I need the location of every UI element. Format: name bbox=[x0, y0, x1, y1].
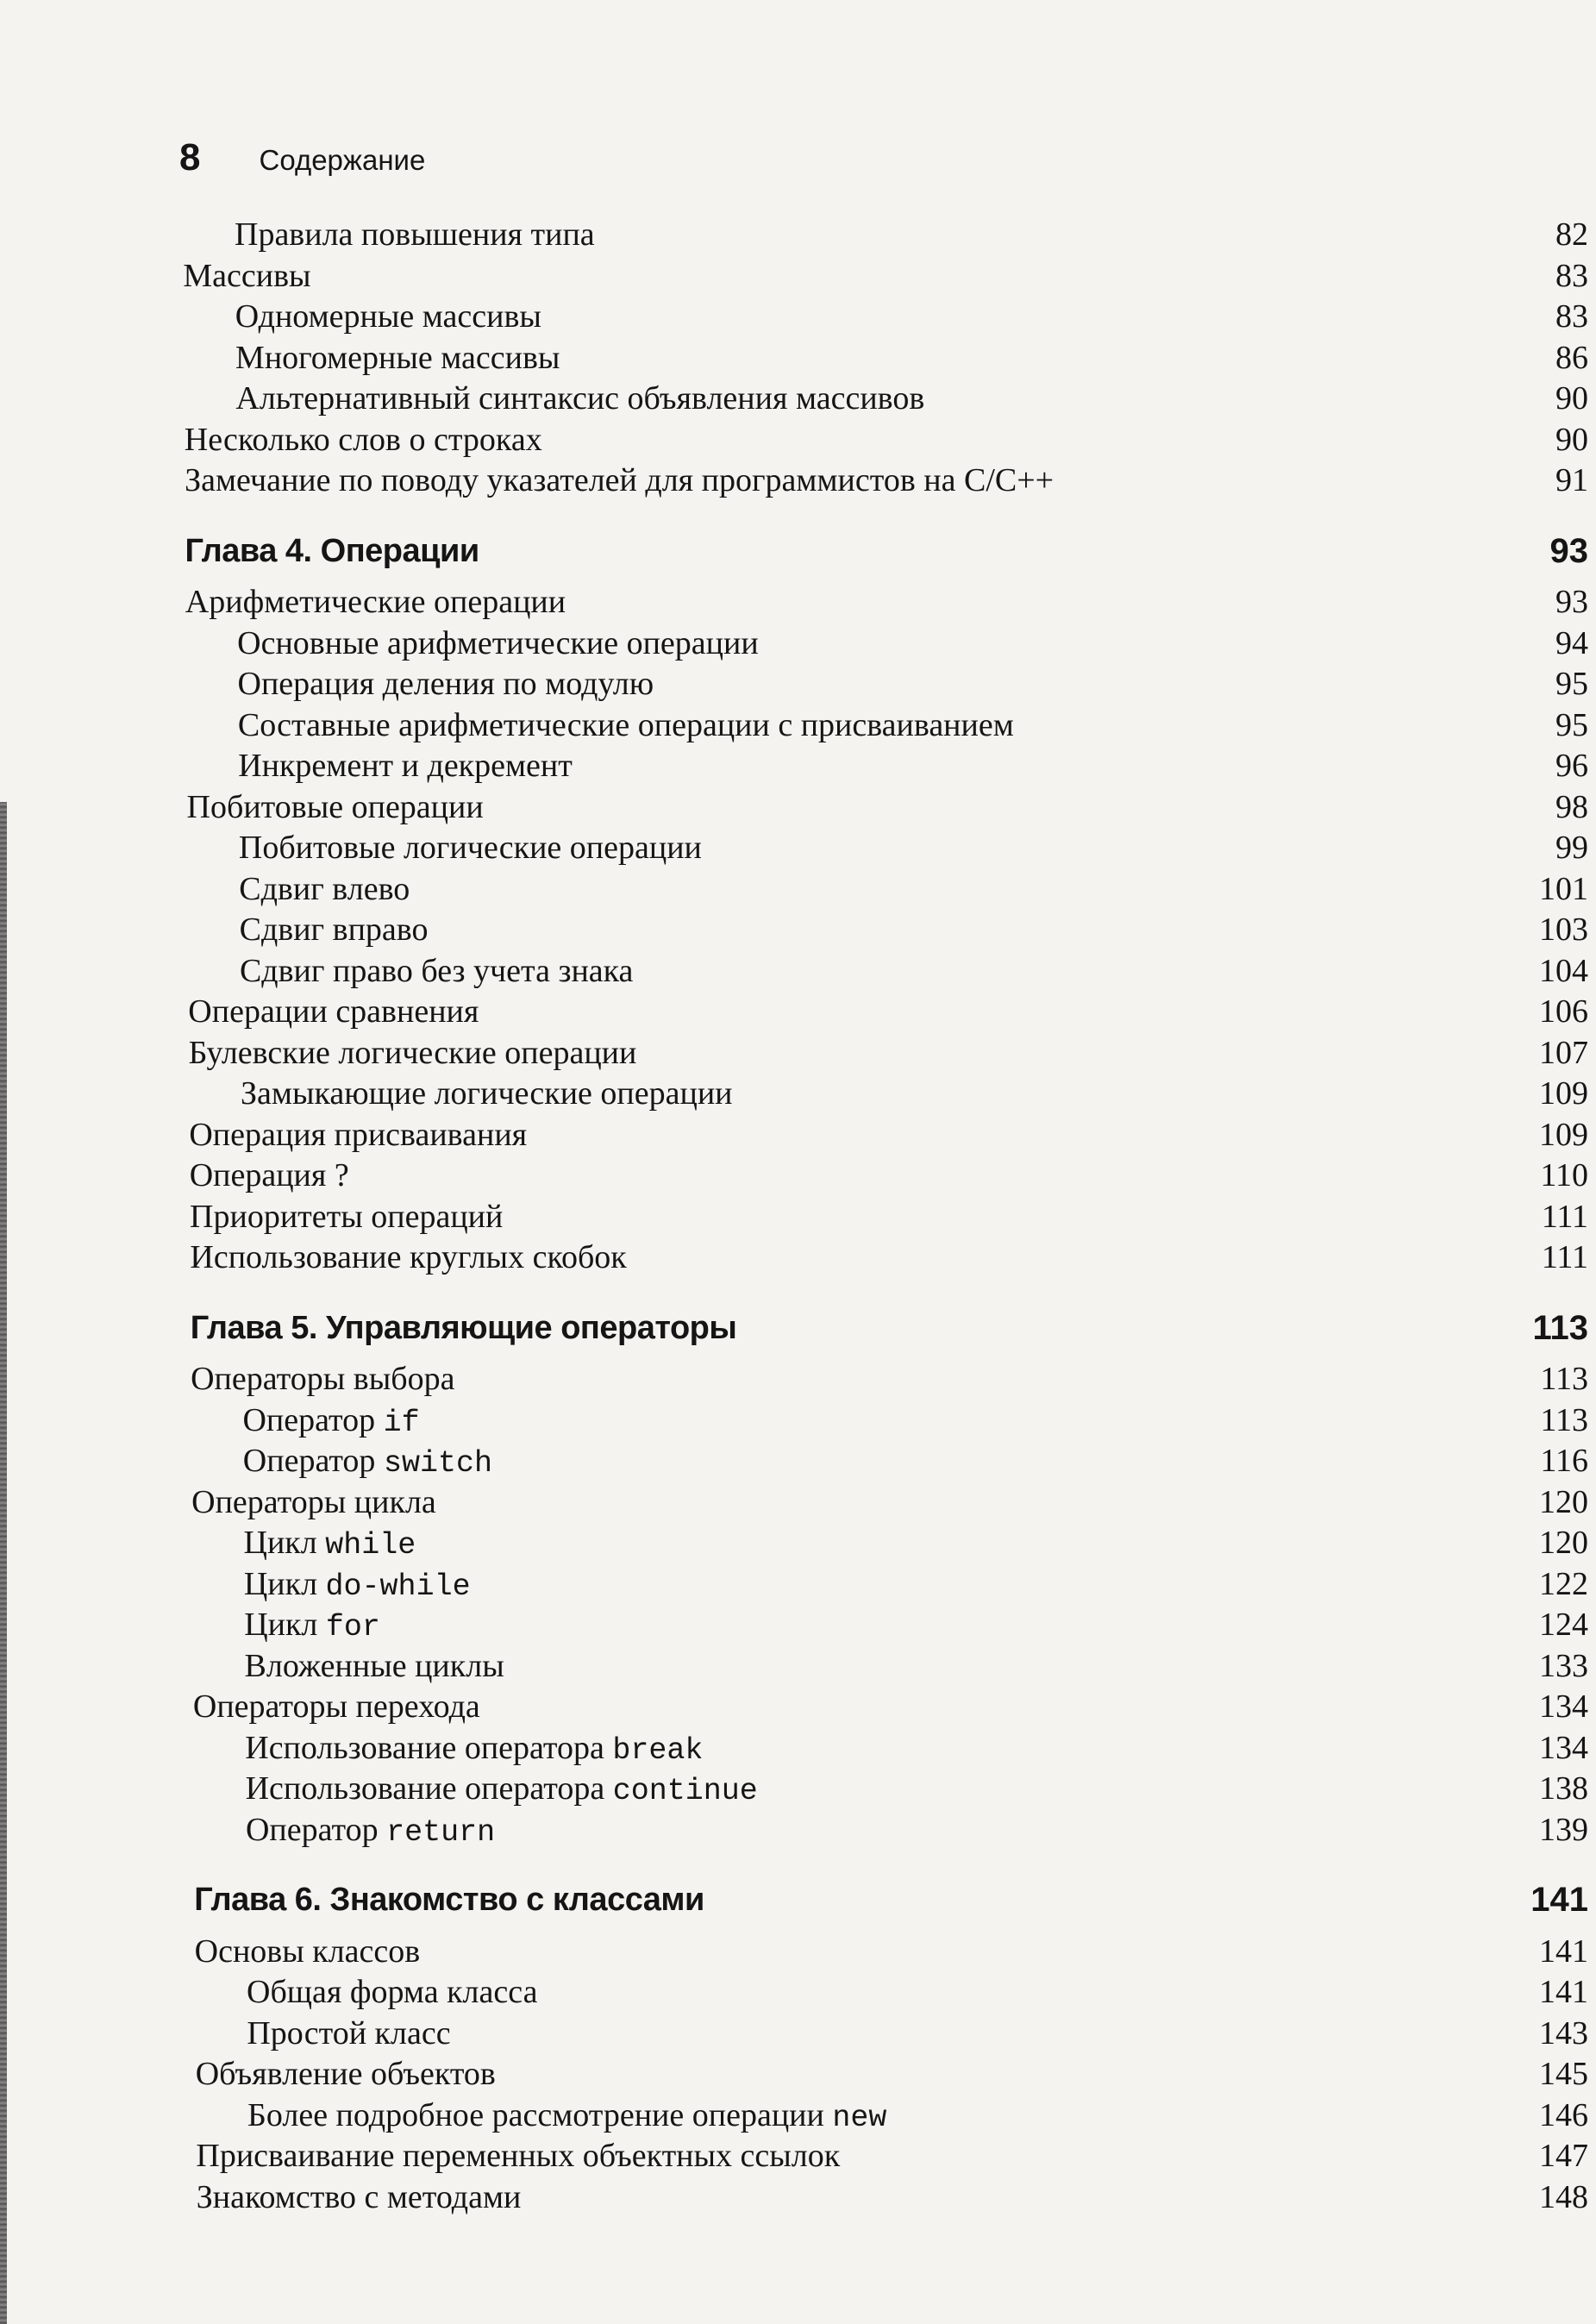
toc-entry-title bbox=[246, 1768, 758, 1812]
toc-entry bbox=[0, 1563, 1588, 1605]
toc-entry-title bbox=[185, 530, 479, 572]
toc-entry-title bbox=[246, 1809, 495, 1853]
toc-entry-text: Знакомство с методами bbox=[196, 2179, 522, 2215]
toc-entry-title bbox=[183, 255, 310, 297]
toc-entry bbox=[0, 1400, 1588, 1441]
toc-entry-page: 83 bbox=[1555, 298, 1588, 335]
toc-entry-page: 134 bbox=[1539, 1730, 1588, 1766]
toc-entry-title bbox=[190, 1155, 349, 1196]
toc-entry-page: 139 bbox=[1539, 1812, 1588, 1848]
toc-entry-text: Использование оператора bbox=[245, 1770, 613, 1807]
toc-entry-page: 90 bbox=[1555, 422, 1588, 458]
toc-entry-title bbox=[247, 2013, 450, 2054]
toc-entry bbox=[0, 1155, 1588, 1196]
toc-entry-text: Операторы перехода bbox=[192, 1688, 480, 1725]
toc-entry-text: Сдвиг влево bbox=[239, 871, 410, 907]
toc-entry-page: 141 bbox=[1530, 1881, 1588, 1919]
toc-entry-page: 86 bbox=[1555, 340, 1588, 376]
toc-entry-text: Побитовые операции bbox=[186, 789, 484, 825]
toc-entry-text: Приоритеты операций bbox=[190, 1199, 504, 1235]
toc-entry-text: Основы классов bbox=[194, 1933, 421, 1970]
toc-entry-page: 104 bbox=[1539, 953, 1588, 989]
toc-entry bbox=[0, 663, 1588, 705]
toc-entry-page: 91 bbox=[1555, 462, 1588, 498]
toc-entry bbox=[0, 337, 1588, 379]
toc-entry-page: 109 bbox=[1539, 1075, 1588, 1112]
toc-entry-page: 122 bbox=[1539, 1566, 1588, 1602]
toc-entry bbox=[0, 1931, 1588, 1972]
toc-entry-text: Операция ? bbox=[189, 1157, 349, 1193]
toc-entry-page: 113 bbox=[1540, 1361, 1588, 1397]
toc-entry-title bbox=[190, 1196, 503, 1237]
toc-entry-text: Сдвиг вправо bbox=[239, 911, 429, 948]
toc-entry-text: Многомерные массивы bbox=[235, 340, 560, 376]
toc-entry-text: Одномерные массивы bbox=[235, 298, 541, 335]
toc-entry-title bbox=[245, 1645, 504, 1687]
toc-entry bbox=[0, 378, 1588, 419]
toc-entry bbox=[0, 2013, 1588, 2054]
toc-entry-title bbox=[197, 2177, 522, 2218]
toc-entry-page: 101 bbox=[1539, 871, 1588, 907]
toc-entry-title bbox=[191, 1358, 454, 1400]
toc-entry-title bbox=[190, 1237, 626, 1278]
toc-entry bbox=[0, 991, 1588, 1032]
toc-entry bbox=[0, 296, 1588, 337]
toc-entry-title bbox=[235, 337, 560, 379]
toc-entry-text: Оператор bbox=[245, 1812, 387, 1848]
toc-entry-page: 83 bbox=[1555, 258, 1588, 294]
toc-entry-text: Присваивание переменных объектных ссылок bbox=[196, 2138, 841, 2174]
toc-entry-text: Объявление объектов bbox=[195, 2056, 496, 2092]
toc-entry-text: Использование оператора bbox=[245, 1730, 613, 1766]
toc-entry bbox=[0, 2135, 1588, 2177]
toc-entry-title bbox=[244, 1522, 416, 1566]
toc-entry-text: Оператор bbox=[242, 1443, 384, 1479]
toc-entry bbox=[0, 1604, 1588, 1645]
toc-entry-text: Замыкающие логические операции bbox=[241, 1075, 733, 1112]
toc-entry bbox=[0, 1522, 1588, 1563]
toc-entry-page: 124 bbox=[1539, 1607, 1588, 1643]
toc-entry-page: 109 bbox=[1539, 1117, 1588, 1153]
toc-entry-text: Операторы цикла bbox=[191, 1484, 436, 1520]
toc-entry-text: Основные арифметические операции bbox=[237, 625, 759, 661]
toc-entry-page: 103 bbox=[1539, 911, 1588, 948]
toc-entry-title bbox=[245, 1727, 703, 1771]
toc-entry bbox=[0, 460, 1588, 501]
chapter-heading bbox=[0, 1879, 1588, 1920]
toc-entry bbox=[0, 705, 1588, 746]
toc-entry-title bbox=[191, 1307, 737, 1349]
toc-entry bbox=[0, 1768, 1588, 1809]
toc-entry-title bbox=[247, 2095, 886, 2139]
toc-entry-code: continue bbox=[612, 1774, 758, 1808]
toc-entry-page: 141 bbox=[1539, 1974, 1588, 2010]
toc-entry-page: 147 bbox=[1539, 2138, 1588, 2174]
toc-entry-title bbox=[240, 909, 429, 950]
toc-entry bbox=[0, 745, 1588, 786]
toc-entry-page: 99 bbox=[1555, 830, 1588, 866]
toc-entry-text: Цикл bbox=[243, 1566, 326, 1602]
toc-entry-text: Использование круглых скобок bbox=[190, 1239, 627, 1275]
toc-entry-page: 113 bbox=[1532, 1309, 1588, 1347]
toc-entry bbox=[0, 214, 1588, 255]
toc-entry-text: Глава 4. Операции bbox=[185, 533, 479, 569]
toc-entry-code: while bbox=[325, 1528, 416, 1563]
toc-entry-page: 98 bbox=[1555, 789, 1588, 825]
toc-entry-code: new bbox=[832, 2101, 887, 2135]
toc-entry-text: Операция деления по модулю bbox=[237, 666, 654, 702]
toc-entry bbox=[0, 1237, 1588, 1278]
toc-entry-text: Замечание по поводу указателей для программистов на C/C++ bbox=[185, 462, 1055, 498]
toc-entry-text: Цикл bbox=[243, 1525, 326, 1561]
toc-entry-title bbox=[238, 745, 573, 786]
toc-entry-text: Общая форма класса bbox=[247, 1974, 538, 2010]
toc-entry-code: do-while bbox=[325, 1569, 471, 1604]
toc-entry-code: return bbox=[386, 1815, 496, 1850]
toc-entry-text: Несколько слов о строках bbox=[184, 422, 542, 458]
toc-entry-page: 111 bbox=[1541, 1239, 1588, 1275]
toc-entry-text: Альтернативный синтаксис объявления массивов bbox=[235, 380, 925, 417]
toc-entry-page: 82 bbox=[1555, 216, 1588, 253]
toc-entry-title bbox=[195, 1931, 421, 1972]
toc-entry-code: break bbox=[612, 1733, 704, 1768]
toc-entry-page: 94 bbox=[1555, 625, 1588, 661]
toc-entry bbox=[0, 419, 1588, 460]
toc-entry bbox=[0, 1196, 1588, 1237]
toc-entry-title bbox=[189, 1032, 637, 1074]
toc-entry-text: Правила повышения типа bbox=[235, 216, 595, 253]
toc-entry bbox=[0, 827, 1588, 868]
toc-entry bbox=[0, 581, 1588, 623]
toc-entry-title bbox=[238, 663, 654, 705]
toc-entry-page: 120 bbox=[1539, 1484, 1588, 1520]
toc-entry-page: 113 bbox=[1540, 1402, 1588, 1438]
toc-entry-title bbox=[187, 786, 484, 828]
toc-entry-page: 111 bbox=[1541, 1199, 1588, 1235]
toc-entry-title bbox=[241, 1073, 733, 1114]
toc-entry bbox=[0, 1440, 1588, 1481]
toc-entry-page: 146 bbox=[1539, 2097, 1588, 2133]
chapter-heading bbox=[0, 1307, 1588, 1349]
toc-entry-title bbox=[235, 214, 595, 255]
toc-entry-text: Булевские логические операции bbox=[188, 1035, 637, 1071]
toc-entry-title bbox=[238, 705, 1014, 746]
toc-entry-page: 143 bbox=[1539, 2015, 1588, 2052]
toc-entry-text: Операция присваивания bbox=[189, 1117, 528, 1153]
toc-entry-page: 96 bbox=[1555, 748, 1588, 784]
toc-entry bbox=[0, 2177, 1588, 2218]
toc-entry-text: Вложенные циклы bbox=[244, 1648, 504, 1684]
toc-entry bbox=[0, 950, 1588, 992]
toc-entry-text: Простой класс bbox=[247, 2015, 451, 2052]
toc-entry-title bbox=[188, 991, 479, 1032]
toc-entry bbox=[0, 909, 1588, 950]
toc-entry-text: Сдвиг право без учета знака bbox=[239, 953, 634, 989]
toc-entry-text: Глава 5. Управляющие операторы bbox=[190, 1310, 737, 1346]
toc-entry-title bbox=[244, 1604, 380, 1648]
toc-entry-code: for bbox=[325, 1610, 380, 1644]
toc-entry-page: 148 bbox=[1539, 2179, 1588, 2215]
toc-entry bbox=[0, 2053, 1588, 2095]
toc-entry-page: 93 bbox=[1549, 532, 1588, 570]
toc-entry-title bbox=[239, 868, 410, 910]
toc-entry-title bbox=[239, 827, 702, 868]
toc-entry-title bbox=[193, 1686, 480, 1727]
toc-entry-text: Инкремент и декремент bbox=[238, 748, 573, 784]
toc-entry bbox=[0, 2095, 1588, 2136]
toc-entry-text: Более подробное рассмотрение операции bbox=[247, 2097, 833, 2133]
toc-entry-title bbox=[194, 1879, 704, 1920]
toc-entry bbox=[0, 1073, 1588, 1114]
toc-entry-code: if bbox=[383, 1406, 420, 1440]
toc-entry-text: Оператор bbox=[242, 1402, 384, 1438]
toc-entry bbox=[0, 1358, 1588, 1400]
toc-entry bbox=[0, 1645, 1588, 1687]
toc-entry-title bbox=[235, 296, 541, 337]
toc-entry-page: 116 bbox=[1540, 1443, 1588, 1479]
toc-entry-title bbox=[242, 1400, 419, 1444]
toc-entry bbox=[0, 1809, 1588, 1851]
toc-entry-title bbox=[244, 1563, 471, 1607]
toc-entry-title bbox=[189, 1114, 527, 1156]
toc-entry-page: 95 bbox=[1555, 707, 1588, 743]
toc-entry-text: Глава 6. Знакомство с классами bbox=[194, 1882, 704, 1918]
toc-entry-text: Составные арифметические операции с присваиванием bbox=[237, 707, 1014, 743]
toc-entry-page: 95 bbox=[1555, 666, 1588, 702]
toc-entry-title bbox=[185, 460, 1054, 501]
toc-entry bbox=[0, 1032, 1588, 1074]
toc-entry bbox=[0, 1971, 1588, 2013]
toc-entry-title bbox=[237, 623, 759, 664]
toc-entry bbox=[0, 255, 1588, 297]
toc-entry-title bbox=[191, 1481, 436, 1523]
toc-entry-title bbox=[247, 1971, 537, 2013]
toc-entry-text: Цикл bbox=[244, 1607, 326, 1643]
toc-entry-page: 110 bbox=[1540, 1157, 1588, 1193]
toc-entry-title bbox=[243, 1440, 492, 1484]
toc-entry-page: 90 bbox=[1555, 380, 1588, 417]
toc-entry-page: 138 bbox=[1539, 1770, 1588, 1807]
running-title: Содержание bbox=[259, 144, 426, 176]
toc-entry-title bbox=[235, 378, 924, 419]
toc-entry-page: 145 bbox=[1539, 2056, 1588, 2092]
toc-entry-page: 107 bbox=[1539, 1035, 1588, 1071]
toc-entry bbox=[0, 868, 1588, 910]
toc-entry-page: 134 bbox=[1539, 1688, 1588, 1725]
toc-entry-title bbox=[196, 2135, 840, 2177]
toc-entry-page: 106 bbox=[1539, 993, 1588, 1030]
toc-entry-text: Массивы bbox=[183, 258, 311, 294]
toc-entry-page: 141 bbox=[1539, 1933, 1588, 1970]
page-number: 8 bbox=[179, 136, 201, 179]
toc-entry-page: 120 bbox=[1539, 1525, 1588, 1561]
chapter-heading bbox=[0, 530, 1588, 572]
toc-entry-title bbox=[185, 581, 566, 623]
toc-entry-text: Операторы выбора bbox=[191, 1361, 455, 1397]
toc-entry-page: 93 bbox=[1555, 584, 1588, 620]
toc-entry bbox=[0, 786, 1588, 828]
toc-entry-page: 133 bbox=[1539, 1648, 1588, 1684]
toc-entry bbox=[0, 1727, 1588, 1769]
toc-entry-title bbox=[196, 2053, 496, 2095]
toc-entry bbox=[0, 623, 1588, 664]
toc-entry-code: switch bbox=[383, 1446, 492, 1481]
toc-entry-text: Арифметические операции bbox=[185, 584, 566, 620]
toc-entry-title bbox=[185, 419, 542, 460]
toc-entry bbox=[0, 1114, 1588, 1156]
toc-entry-title bbox=[240, 950, 633, 992]
toc-entry bbox=[0, 1686, 1588, 1727]
toc-entry bbox=[0, 1481, 1588, 1523]
toc-entry-text: Побитовые логические операции bbox=[238, 830, 702, 866]
toc-entry-text: Операции сравнения bbox=[188, 993, 479, 1030]
